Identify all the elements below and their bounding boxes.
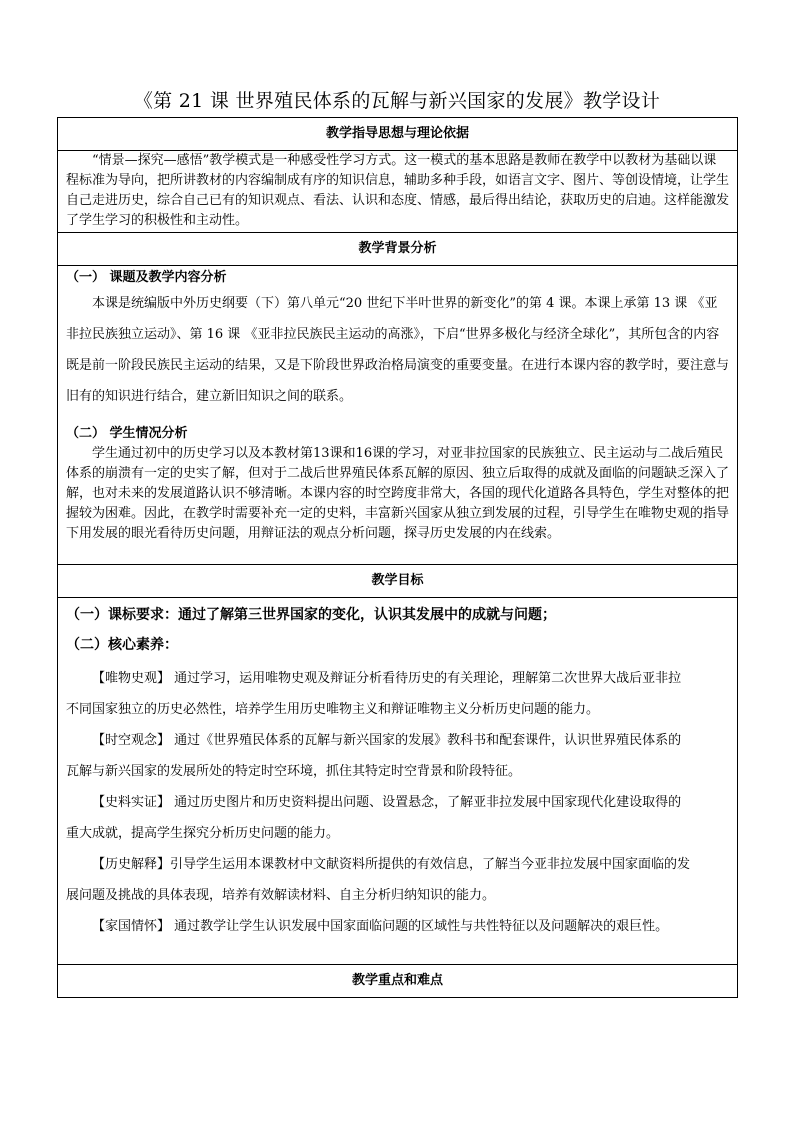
curriculum-requirement: （一）课标要求：通过了解第三世界国家的变化，认识其发展中的成就与问题； xyxy=(66,607,556,623)
section-body-row xyxy=(58,598,738,965)
section-header-row xyxy=(58,118,738,151)
literacy-item xyxy=(66,911,729,942)
literacy-line: 不同国家独立的历史必然性，培养学生用历史唯物主义和辩证唯物主义分析历史问题的能力。 xyxy=(66,702,600,717)
literacy-line: 重大成就，提高学生探究分析历史问题的能力。 xyxy=(66,826,340,841)
section-header: 教学指导思想与理论依据 xyxy=(58,118,738,151)
section-header-row xyxy=(58,965,738,998)
page-title: 《第 21 课 世界殖民体系的瓦解与新兴国家的发展》教学设计 xyxy=(133,90,661,112)
section-header: 教学目标 xyxy=(58,565,738,598)
section-body xyxy=(58,151,738,233)
section-body-row xyxy=(58,151,738,233)
student-analysis-text: 学生通过初中的历史学习以及本教材第13课和16课的学习，对亚非拉国家的民族独立、民主运动与二战后殖民体系的崩溃有一定的史实了解，但对于二战后世界殖民体系瓦解的原因、独立后取得的成就及面临的问题缺乏深入了解，也对未来的发展道路认识不够清晰。本课内容的时空跨度非常大，各国的现代化道路各具特色，学生对整体的把握较为困难。因此，在教学时需要补充一定的史料，丰富新兴国家从独立到发展的过程，引导学生在唯物史观的指导下用发展的眼光看待历史问题，用辩证法的观点分析问题，探寻历史发展的内在线索。 xyxy=(66,446,730,541)
subsection-title: （二） 学生情况分析 xyxy=(66,426,188,441)
section-body-row xyxy=(58,266,738,565)
section-header: 教学背景分析 xyxy=(58,233,738,266)
spacer xyxy=(66,412,729,424)
core-literacy-title: （二）核心素养： xyxy=(66,637,178,653)
literacy-line: 瓦解与新兴国家的发展所处的特定时空环境，抓住其特定时空背景和阶段特征。 xyxy=(66,764,522,779)
literacy-item xyxy=(66,787,729,849)
section-header-row xyxy=(58,565,738,598)
literacy-line: 【时空观念】 通过《世界殖民体系的瓦解与新兴国家的发展》教科书和配套课件，认识世界殖民体系的 xyxy=(92,733,682,748)
section-header-row xyxy=(58,233,738,266)
guiding-theory-text: “情景—探究—感悟”教学模式是一种感受性学习方式。这一模式的基本思路是教师在教学中以教材为基础以课程标准为导向，把所讲教材的内容编制成有序的知识信息，辅助多种手段，如语言文字、图片、等创设情境，让学生自己走进历史，综合自己已有的知识观点、看法、认识和态度、情感，最后得出结论，获取历史的启迪。这样能激发了学生学习的积极性和主动性。 xyxy=(66,153,730,228)
content-analysis-text: 本课是统编版中外历史纲要（下）第八单元“20 世纪下半叶世界的新变化”的第 4 课。本课上承第 13 课 《亚非拉民族独立运动》、第 16 课 《亚非拉民族民主运动的高涨》，下启“世界多极化与经济全球化”，其所包含的内容既是前一阶段民族民主运动的结果，又是下阶段世界政治格局演变的重要变量。在进行本课内容的教学时，要注意与旧有的知识进行结合，建立新旧知识之间的联系。 xyxy=(66,296,730,404)
literacy-line: 【史料实证】 通过历史图片和历史资料提出问题、设置悬念，了解亚非拉发展中国家现代化建设取得的 xyxy=(92,795,682,810)
literacy-line: 展问题及挑战的具体表现，培养有效解读材料、自主分析归纳知识的能力。 xyxy=(66,888,496,903)
subsection-title: （一） 课题及教学内容分析 xyxy=(66,270,227,285)
section-body xyxy=(58,266,738,565)
literacy-item xyxy=(66,725,729,787)
section-body xyxy=(58,598,738,965)
literacy-line: 【唯物史观】 通过学习，运用唯物史观及辩证分析看待历史的有关理论，理解第二次世界大战后亚非拉 xyxy=(92,671,682,686)
literacy-line: 【历史解释】引导学生运用本课教材中文献资料所提供的有效信息，了解当今亚非拉发展中国家面临的发 xyxy=(92,857,691,872)
literacy-line: 【家国情怀】 通过教学让学生认识发展中国家面临问题的区域性与共性特征以及问题解决的艰巨性。 xyxy=(92,919,669,934)
section-header: 教学重点和难点 xyxy=(58,965,738,998)
literacy-item xyxy=(66,849,729,911)
lesson-plan-table xyxy=(57,117,738,998)
literacy-item xyxy=(66,663,729,725)
